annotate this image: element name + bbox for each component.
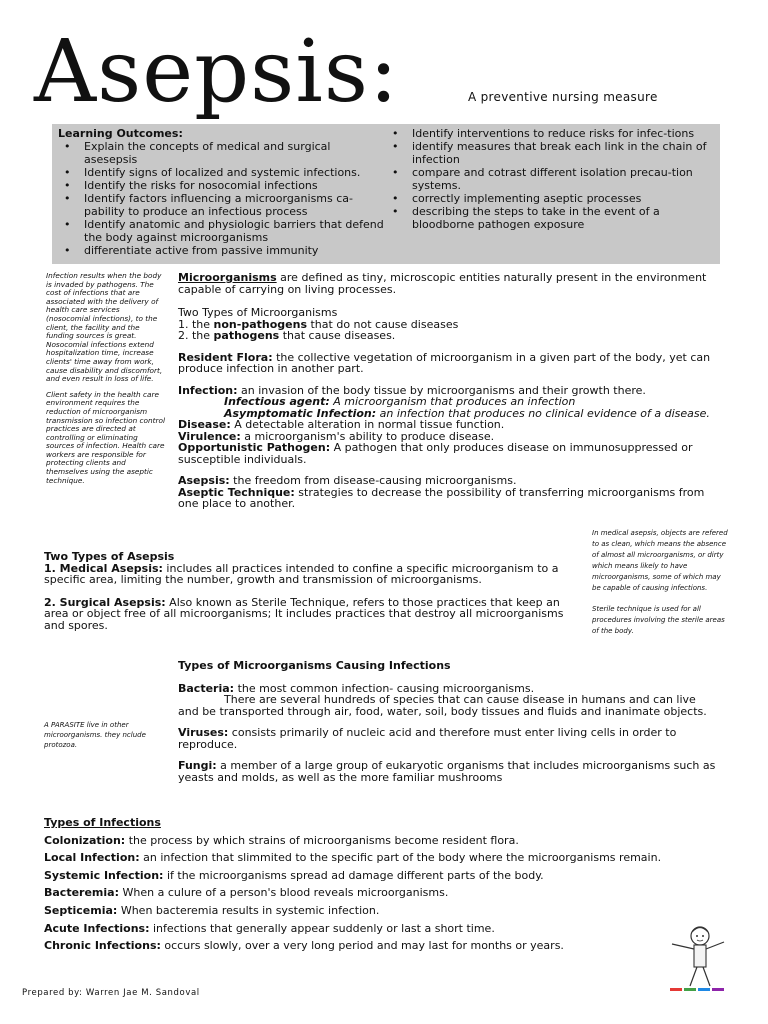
figure-leg — [690, 967, 697, 986]
definition-asymptomatic-infection: Asymptomatic Infection: an infection that produces no clinical evidence of a disease. — [224, 406, 710, 420]
microorganism-type: 1. the non-pathogens that do not cause diseases — [178, 317, 459, 331]
figure-arm — [706, 942, 724, 949]
infection-type-item: Bacteremia: When a culure of a person's blood reveals microorganisms. — [44, 886, 449, 900]
definition-virulence: Virulence: a microorganism's ability to produce disease. — [178, 429, 495, 443]
definition-microorganisms: Microorganisms are defined as tiny, microscopic entities naturally present in the environment capable of carrying on living processes. — [178, 271, 707, 296]
microorganism-types-heading: Types of Microorganisms Causing Infections — [178, 659, 451, 672]
learning-outcomes-left — [58, 127, 386, 257]
page-title: Asepsis: — [34, 22, 399, 122]
definition-asepsis: Asepsis: the freedom from disease-causing microorganisms. — [178, 474, 517, 487]
definition-opportunistic-pathogen: Opportunistic Pathogen: A pathogen that only produces disease on immunosuppressed or susceptible individuals. — [178, 441, 693, 466]
sidebar-paragraph: Sterile technique is used for all procedures involving the sterile areas of the body. — [592, 605, 725, 635]
outcome-item: • Identify anatomic and physiologic barriers that defend the body against microorganisms — [58, 218, 386, 244]
outcome-item: • Identify signs of localized and systemic infections. — [58, 166, 386, 179]
page-subtitle: A preventive nursing measure — [468, 90, 658, 104]
microorganism-type: 2. the pathogens that cause diseases. — [178, 329, 396, 342]
figure-ground-mark — [712, 988, 724, 991]
definition-infectious-agent: Infectious agent: A microorganism that produces an infection — [224, 395, 576, 408]
infection-type-item: Systemic Infection: if the microorganisms spread ad damage different parts of the body. — [44, 868, 544, 882]
infection-type-item: Chronic Infections: occurs slowly, over a very long period and may last for months or years. — [44, 939, 564, 953]
microorganism-viruses: Viruses: consists primarily of nucleic acid and therefore must enter living cells in order to reproduce. — [178, 726, 677, 751]
outcome-item: • identify measures that break each link in the chain of infection — [386, 140, 712, 166]
definition-infection: Infection: an invasion of the body tissue by microorganisms and their growth there. — [178, 383, 646, 397]
figure-eye — [702, 935, 704, 937]
outcome-item: • Identify the risks for nosocomial infections — [58, 179, 386, 192]
outcome-item: • describing the steps to take in the event of a bloodborne pathogen exposure — [386, 205, 712, 231]
learning-outcomes-heading: Learning Outcomes: — [58, 127, 183, 140]
learning-outcomes-box — [52, 124, 720, 264]
two-types-microorganisms-heading: Two Types of Microorganisms — [178, 306, 338, 319]
figure-eye — [696, 935, 698, 937]
asepsis-medical: 1. Medical Asepsis: includes all practices intended to confine a specific microorganism to a specific area, limiting the number, growth and transmission of microorganisms. — [44, 561, 559, 586]
microorganism-types-section — [178, 660, 718, 783]
learning-outcomes-right — [386, 127, 712, 231]
figure-body — [694, 945, 706, 967]
figure-ground-mark — [670, 988, 682, 991]
sidebar-infection-note — [46, 272, 166, 492]
asepsis-surgical: 2. Surgical Asepsis: Also known as Sterile Technique, refers to those practices that keep an area or object free of all microorganisms; It includes practices that destroy all microorganisms and spores. — [44, 595, 564, 632]
sidebar-paragraph: Infection results when the body is invaded by pathogens. The cost of infections that are associated with the delivery of health care services (nosocomial infections), to the client, the facility and the funding sources is great. Nosocomial infections extend hospitalization time, increase clients' time away from work, cause disability and discomfort, and even result in loss of life. — [46, 271, 163, 384]
figure-ground-mark — [684, 988, 696, 991]
footer-author: Prepared by: Warren Jae M. Sandoval — [22, 988, 200, 998]
definitions-section — [178, 272, 718, 510]
figure-arm — [672, 944, 694, 949]
cartoon-figure-illustration — [664, 922, 734, 998]
outcome-item: • Identify factors influencing a microorganisms ca-pability to produce an infectious process — [58, 192, 386, 218]
outcome-item: • compare and cotrast different isolation precau-tion systems. — [386, 166, 712, 192]
infection-types-section — [44, 814, 724, 955]
sidebar-parasite-note: A PARASITE live in other microorganisms. they nclude protozoa. — [44, 721, 146, 749]
definition-aseptic-technique: Aseptic Technique: strategies to decrease the possibility of transferring microorganisms from one place to another. — [178, 485, 705, 510]
infection-type-item: Colonization: the process by which strains of microorganisms become resident flora. — [44, 833, 519, 847]
definition-disease: Disease: A detectable alteration in normal tissue function. — [178, 418, 505, 431]
asepsis-types-section — [44, 551, 586, 631]
infection-type-item: Acute Infections: infections that generally appear suddenly or last a short time. — [44, 921, 495, 935]
microorganism-bacteria: Bacteria: the most common infection- causing microorganisms. — [178, 681, 535, 695]
outcome-item: • correctly implementing aseptic processes — [386, 192, 712, 205]
definition-resident-flora: Resident Flora: the collective vegetation of microorganism in a given part of the body, yet can produce infection in another part. — [178, 350, 711, 375]
microorganism-bacteria-detail: There are several hundreds of species that can cause disease in humans and can live and be transported through air, food, water, soil, body tissues and fluids and inanimate objects. — [178, 693, 707, 718]
infection-type-item: Septicemia: When bacteremia results in systemic infection. — [44, 903, 380, 917]
microorganism-fungi: Fungi: a member of a large group of eukaryotic organisms that includes microorganisms such as yeasts and molds, as well as the more familiar mushrooms — [178, 759, 716, 784]
sidebar-medical-asepsis-note — [592, 528, 728, 644]
outcome-item: • Explain the concepts of medical and surgical asesepsis — [58, 140, 386, 166]
figure-leg — [703, 967, 710, 986]
infection-type-item: Local Infection: an infection that slimmited to the specific part of the body where the microorganisms remain. — [44, 851, 662, 865]
outcome-item: • Identify interventions to reduce risks for infec-tions — [386, 127, 712, 140]
figure-ground-mark — [698, 988, 710, 991]
sidebar-paragraph: In medical asepsis, objects are refered to as clean, which means the absence of almost all microorganisms, or dirty which means likely to have microorganisms, some of which may be capable of causing infections. — [592, 529, 728, 592]
asepsis-types-heading: Two Types of Asepsis — [44, 550, 175, 563]
infection-types-heading: Types of Infections — [44, 816, 161, 829]
sidebar-paragraph: Client safety in the health care environment requires the reduction of microorganism transmission so infection control practices are directed at controlling or eliminating sources of infection. Health care workers are responsible for protecting clients and themselves using the aseptic technique. — [46, 389, 165, 485]
outcome-item: • differentiate active from passive immunity — [58, 244, 386, 257]
